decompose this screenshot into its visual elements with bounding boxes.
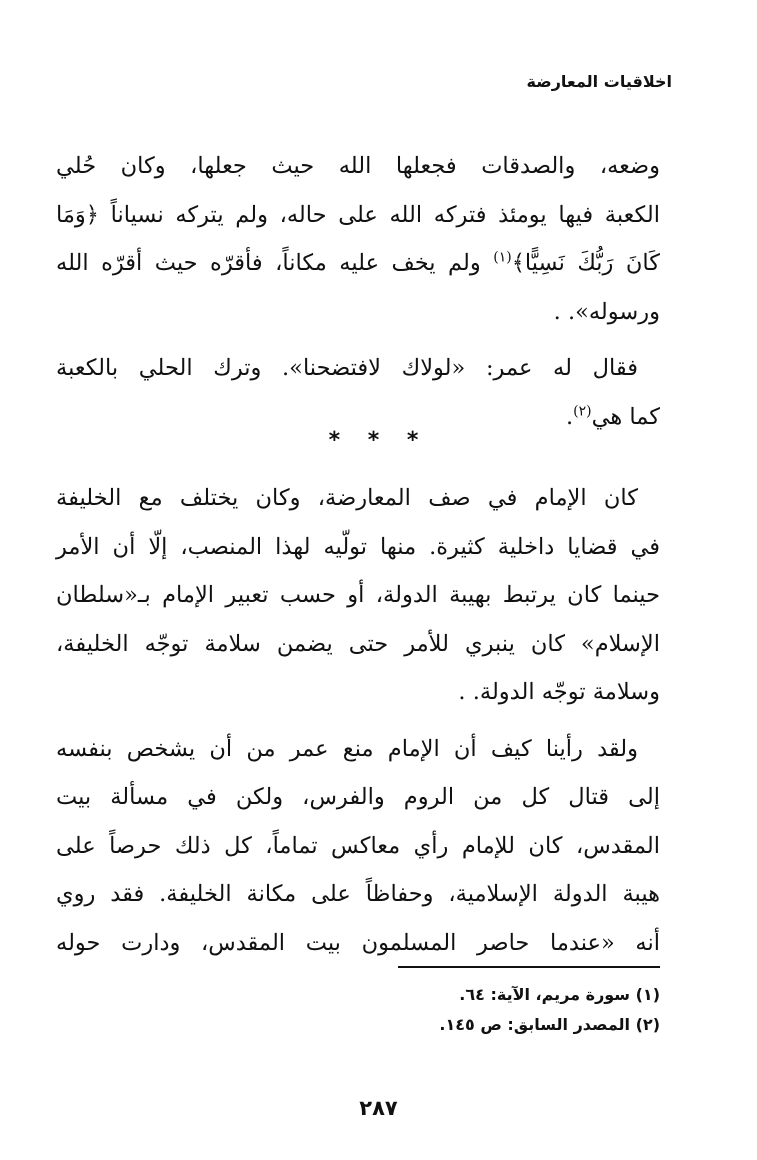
footnote-2: (٢) المصدر السابق: ص ١٤٥. <box>439 1015 660 1034</box>
paragraph-2-line-1: فقال له عمر: «لولاك لافتضحنا». وترك الحلي بالكعبة <box>56 355 638 381</box>
paragraph-4-line-3: المقدس، كان للإمام رأي معاكس تماماً، كل ذلك حرصاً على <box>56 832 660 859</box>
paragraph-4-line-1: ولقد رأينا كيف أن الإمام منع عمر من أن يشخص بنفسه <box>56 735 638 762</box>
paragraph-3-line-4: الإسلام» كان ينبري للأمر حتى يضمن سلامة توجّه الخليفة، <box>56 630 660 657</box>
footnotes <box>56 980 660 1040</box>
paragraph-1-line-3-text: ولم يخف عليه مكاناً، فأقرّه حيث أقرّه الله <box>56 250 494 276</box>
paragraph-1-line-4: ورسوله». . <box>553 298 660 325</box>
paragraph-1-line-3 <box>56 239 660 288</box>
running-title: اخلاقيات المعارضة <box>526 72 672 91</box>
paragraph-4-line-2: إلى قتال كل من الروم والفرس، ولكن في مسألة بيت <box>56 784 660 810</box>
paragraph-4-line-4: هيبة الدولة الإسلامية، وحفاظاً على مكانة الخليفة. فقد روي <box>56 881 660 907</box>
footnote-1: (١) سورة مريم، الآية: ٦٤. <box>459 985 660 1004</box>
paragraph-4-line-5: أنه «عندما حاصر المسلمون بيت المقدس، ودارت حوله <box>56 929 660 956</box>
footnote-ref-2[interactable]: (٢) <box>573 403 592 419</box>
paragraph-3-line-1: كان الإمام في صف المعارضة، وكان يختلف مع الخليفة <box>56 485 638 511</box>
paragraph-1-line-2: الكعبة فيها يومئذ فتركه الله على حاله، ولم يتركه نسياناً ﴿وَمَا <box>56 201 660 228</box>
paragraph-3-line-3: حينما كان يرتبط بهيبة الدولة، أو حسب تعبير الإمام بـ«سلطان <box>56 582 660 608</box>
page-number: ٢٨٧ <box>359 1096 398 1120</box>
body-text-continued <box>56 474 660 967</box>
paragraph-2-line-2-text: كما هي <box>591 403 660 430</box>
paragraph-3-line-2: في قضايا داخلية كثيرة. منها تولّيه لهذا المنصب، إلّا أن الأمر <box>56 533 660 560</box>
section-separator: * * * <box>328 428 429 453</box>
quran-verse: كَانَ رَبُّكَ نَسِيًّا﴾ <box>511 250 660 276</box>
paragraph-3-line-5: وسلامة توجّه الدولة. . <box>458 679 660 705</box>
body-text <box>56 142 660 441</box>
footnote-divider <box>398 966 660 968</box>
paragraph-1-line-1: وضعه، والصدقات فجعلها الله حيث جعلها، وكان حُلي <box>56 153 660 179</box>
paragraph-2-line-2-end: . <box>566 403 574 430</box>
footnote-ref-1[interactable]: (١) <box>493 249 512 266</box>
